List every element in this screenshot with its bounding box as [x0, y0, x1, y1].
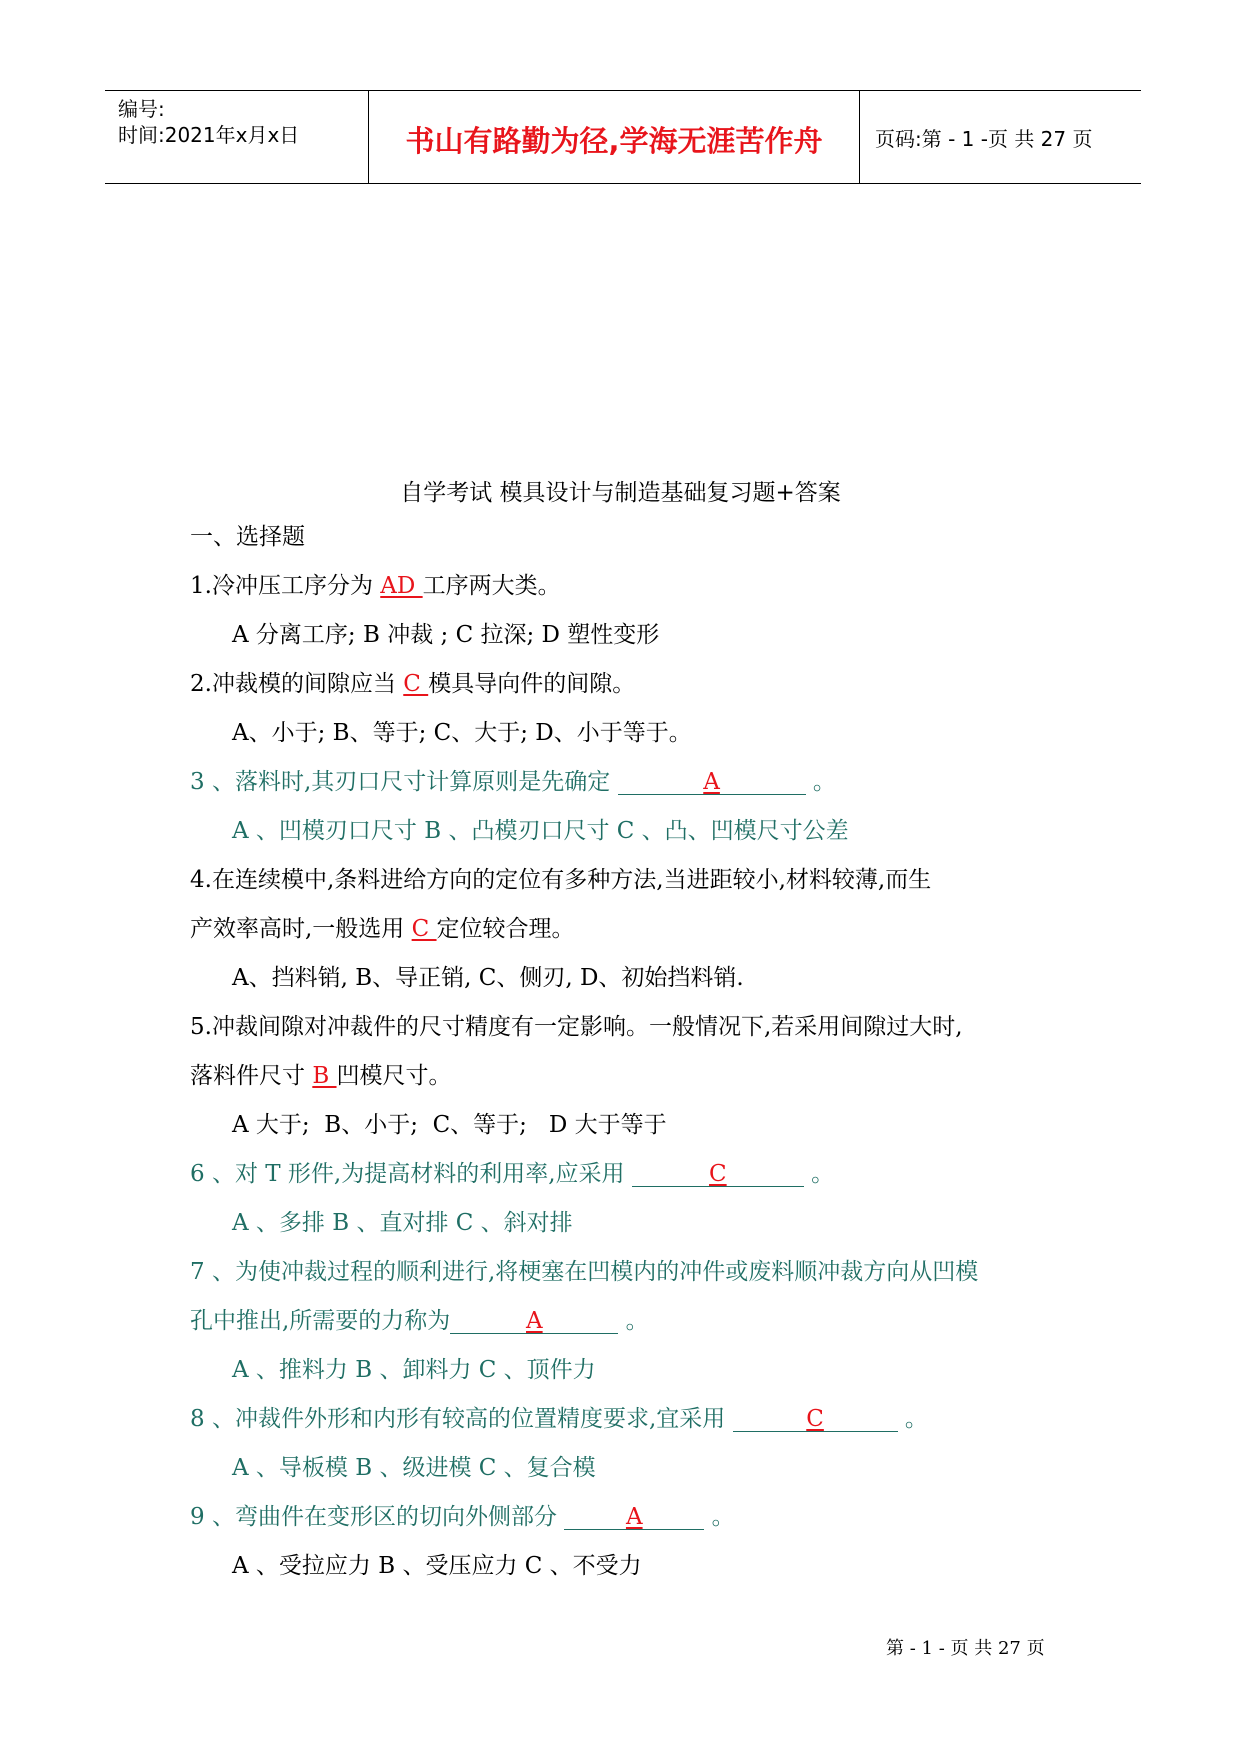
- question-7-options: A 、推料力 B 、卸料力 C 、顶件力: [232, 1357, 596, 1383]
- question-9: [190, 1502, 735, 1532]
- answer: C: [411, 916, 437, 942]
- page-header: [105, 90, 1141, 184]
- answer: A: [703, 769, 720, 795]
- answer: A: [526, 1308, 543, 1334]
- header-right-cell: [861, 91, 1141, 183]
- answer: C: [806, 1406, 824, 1432]
- question-5-line-2: [190, 1061, 452, 1091]
- question-5-options: A 大于; B、小于; C、等于; D 大于等于: [232, 1112, 667, 1138]
- question-text: 凹模尺寸。: [336, 1063, 452, 1089]
- question-text: 8 、冲裁件外形和内形有较高的位置精度要求,宜采用: [190, 1406, 733, 1432]
- question-6: [190, 1159, 834, 1189]
- question-6-options: A 、多排 B 、直对排 C 、斜对排: [232, 1210, 573, 1236]
- question-2-options: A、小于; B、等于; C、大于; D、小于等于。: [232, 720, 692, 746]
- question-3-options: A 、凹模刃口尺寸 B 、凸模刃口尺寸 C 、凸、凹模尺寸公差: [232, 818, 849, 844]
- page-footer: 第 - 1 - 页 共 27 页: [886, 1638, 1045, 1659]
- page-label: 页码:第 - 1 -页 共 27 页: [875, 127, 1093, 151]
- question-text: 产效率高时,一般选用: [190, 916, 412, 942]
- question-text: 6 、对 T 形件,为提高材料的利用率,应采用: [190, 1161, 632, 1187]
- question-text: 。: [803, 1161, 835, 1187]
- answer-blank: [618, 770, 806, 795]
- document-title: 自学考试 模具设计与制造基础复习题+答案: [400, 480, 841, 506]
- question-1: [190, 571, 561, 601]
- question-text: 。: [704, 1504, 735, 1530]
- question-4-line-2: [190, 914, 575, 944]
- answer: C: [709, 1161, 727, 1187]
- time-label: 时间:2021年x月x日: [118, 123, 300, 147]
- question-text: 模具导向件的间隙。: [428, 671, 636, 697]
- answer: C: [403, 671, 429, 697]
- answer: A: [625, 1504, 643, 1530]
- question-text: 。: [805, 769, 836, 795]
- question-7-line-2: [190, 1306, 649, 1336]
- question-text: 9 、弯曲件在变形区的切向外侧部分: [190, 1504, 565, 1530]
- question-8: [190, 1404, 928, 1434]
- question-text: 3 、落料时,其刃口尺寸计算原则是先确定: [190, 769, 618, 795]
- answer-blank: [564, 1505, 704, 1530]
- answer-blank: [733, 1407, 898, 1432]
- number-label: 编号:: [118, 97, 165, 121]
- question-1-options: A 分离工序; B 冲裁 ; C 拉深; D 塑性变形: [232, 622, 660, 648]
- question-7-line-1: 7 、为使冲裁过程的顺利进行,将梗塞在凹模内的冲件或废料顺冲裁方向从凹模: [190, 1259, 979, 1285]
- question-text: 孔中推出,所需要的力称为: [190, 1308, 451, 1334]
- question-4-line-1: 4.在连续模中,条料进给方向的定位有多种方法,当进距较小,材料较薄,而生: [190, 867, 932, 893]
- question-text: 。: [618, 1308, 649, 1334]
- motto: 书山有路勤为径,学海无涯苦作舟: [405, 124, 823, 158]
- question-4-options: A、挡料销, B、导正销, C、侧刃, D、初始挡料销.: [232, 965, 744, 991]
- question-text: 定位较合理。: [436, 916, 575, 942]
- question-text: 1.冷冲压工序分为: [190, 573, 381, 599]
- question-3: [190, 767, 836, 797]
- question-text: 2.冲裁模的间隙应当: [190, 671, 404, 697]
- answer: AD: [380, 573, 423, 599]
- answer-blank: [450, 1309, 618, 1334]
- question-text: 工序两大类。: [422, 573, 561, 599]
- answer-blank: [632, 1162, 804, 1187]
- header-left-cell: [105, 91, 369, 183]
- section-heading: 一、选择题: [190, 524, 305, 550]
- answer: B: [312, 1063, 337, 1089]
- question-2: [190, 669, 635, 699]
- question-8-options: A 、导板模 B 、级进模 C 、复合模: [232, 1455, 596, 1481]
- question-9-options: A 、受拉应力 B 、受压应力 C 、不受力: [232, 1553, 642, 1579]
- header-center-cell: [369, 91, 860, 183]
- question-text: 。: [897, 1406, 928, 1432]
- question-text: 落料件尺寸: [190, 1063, 313, 1089]
- question-5-line-1: 5.冲裁间隙对冲裁件的尺寸精度有一定影响。一般情况下,若采用间隙过大时,: [190, 1014, 963, 1040]
